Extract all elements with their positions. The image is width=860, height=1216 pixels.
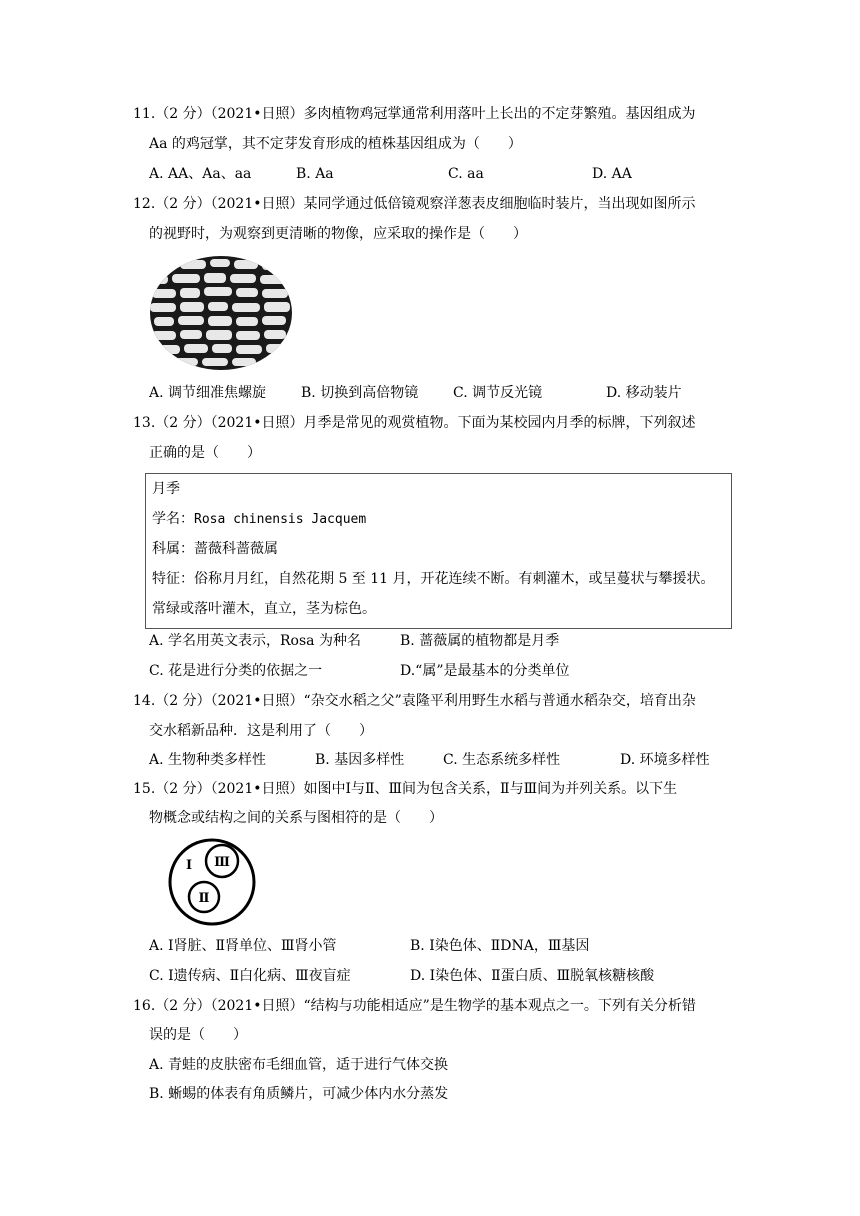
sign-sci-label: 学名： [152, 511, 194, 527]
question-11-stem: 11.（2 分）（2021•日照）多肉植物鸡冠掌通常利用落叶上长出的不定芽繁殖。基因组成为 [133, 106, 696, 122]
q15-option-a: A. Ⅰ肾脏、Ⅱ肾单位、Ⅲ肾小管 [149, 938, 337, 954]
question-13-stem: 13.（2 分）（2021•日照）月季是常见的观赏植物。下面为某校园内月季的标牌，下列叙述 [133, 415, 696, 431]
sign-name: 月季 [152, 481, 180, 497]
q14-option-b: B. 基因多样性 [315, 752, 405, 768]
q13-option-b: B. 蔷薇属的植物都是月季 [400, 633, 560, 649]
q16-option-a: A. 青蛙的皮肤密布毛细血管，适于进行气体交换 [149, 1057, 449, 1073]
q14-option-d: D. 环境多样性 [620, 752, 710, 768]
q13-option-c: C. 花是进行分类的依据之一 [149, 663, 323, 679]
plant-sign-box [145, 473, 732, 629]
q12-option-a: A. 调节细准焦螺旋 [149, 385, 267, 401]
q11-option-d: D. AA [592, 166, 632, 182]
question-15-stem: 15.（2 分）（2021•日照）如图中Ⅰ与Ⅱ、Ⅲ间为包含关系，Ⅱ与Ⅲ间为并列关系。以下生 [133, 781, 678, 797]
q11-option-c: C. aa [448, 166, 484, 182]
question-15-stem-cont: 物概念或结构之间的关系与图相符的是（ ） [149, 810, 443, 826]
q13-option-a: A. 学名用英文表示，Rosa 为种名 [149, 633, 361, 649]
inclusion-circle-diagram [164, 838, 260, 926]
q12-option-c: C. 调节反光镜 [453, 385, 543, 401]
q16-option-b: B. 蜥蜴的体表有角质鳞片，可减少体内水分蒸发 [149, 1086, 449, 1102]
question-12-stem-cont: 的视野时，为观察到更清晰的物像，应采取的操作是（ ） [149, 226, 527, 242]
sign-family: 科属：蔷薇科蔷薇属 [152, 541, 278, 557]
diagram-label-2: Ⅱ [198, 891, 210, 906]
diagram-label-3: Ⅲ [214, 855, 230, 870]
microscope-field-image [148, 254, 294, 372]
question-14-stem-cont: 交水稻新品种．这是利用了（ ） [149, 723, 373, 739]
question-11-stem-cont: Aa 的鸡冠掌，其不定芽发育形成的植株基因组成为（ ） [149, 136, 522, 152]
q12-option-b: B. 切换到高倍物镜 [301, 385, 419, 401]
question-12-stem: 12.（2 分）（2021•日照）某同学通过低倍镜观察洋葱表皮细胞临时装片，当出现如图所示 [133, 196, 696, 212]
q12-option-d: D. 移动装片 [606, 385, 682, 401]
q15-option-d: D. Ⅰ染色体、Ⅱ蛋白质、Ⅲ脱氧核糖核酸 [410, 968, 655, 984]
question-16-stem: 16.（2 分）（2021•日照）“结构与功能相适应”是生物学的基本观点之一。下列有关分析错 [133, 998, 696, 1014]
sign-scientific-name [152, 509, 366, 530]
diagram-label-1: Ⅰ [185, 858, 193, 873]
question-13-stem-cont: 正确的是（ ） [149, 445, 261, 461]
q11-option-a: A. AA、Aa、aa [149, 166, 252, 182]
question-16-stem-cont: 误的是（ ） [149, 1027, 247, 1043]
q14-option-c: C. 生态系统多样性 [443, 752, 561, 768]
question-14-stem: 14.（2 分）（2021•日照）“杂交水稻之父”袁隆平利用野生水稻与普通水稻杂交，培育出杂 [133, 693, 696, 709]
q13-option-d: D.“属”是最基本的分类单位 [400, 663, 570, 679]
sign-feature-2: 常绿或落叶灌木，直立，茎为棕色。 [152, 601, 376, 617]
q15-option-b: B. Ⅰ染色体、ⅡDNA，Ⅲ基因 [410, 938, 590, 954]
q14-option-a: A. 生物种类多样性 [149, 752, 267, 768]
q11-option-b: B. Aa [296, 166, 334, 182]
sign-sci-value: Rosa chinensis Jacquem [194, 512, 367, 527]
q15-option-c: C. Ⅰ遗传病、Ⅱ白化病、Ⅲ夜盲症 [149, 968, 351, 984]
sign-feature-1: 特征：俗称月月红，自然花期 5 至 11 月，开花连续不断。有刺灌木，或呈蔓状与攀援状。 [152, 571, 715, 587]
